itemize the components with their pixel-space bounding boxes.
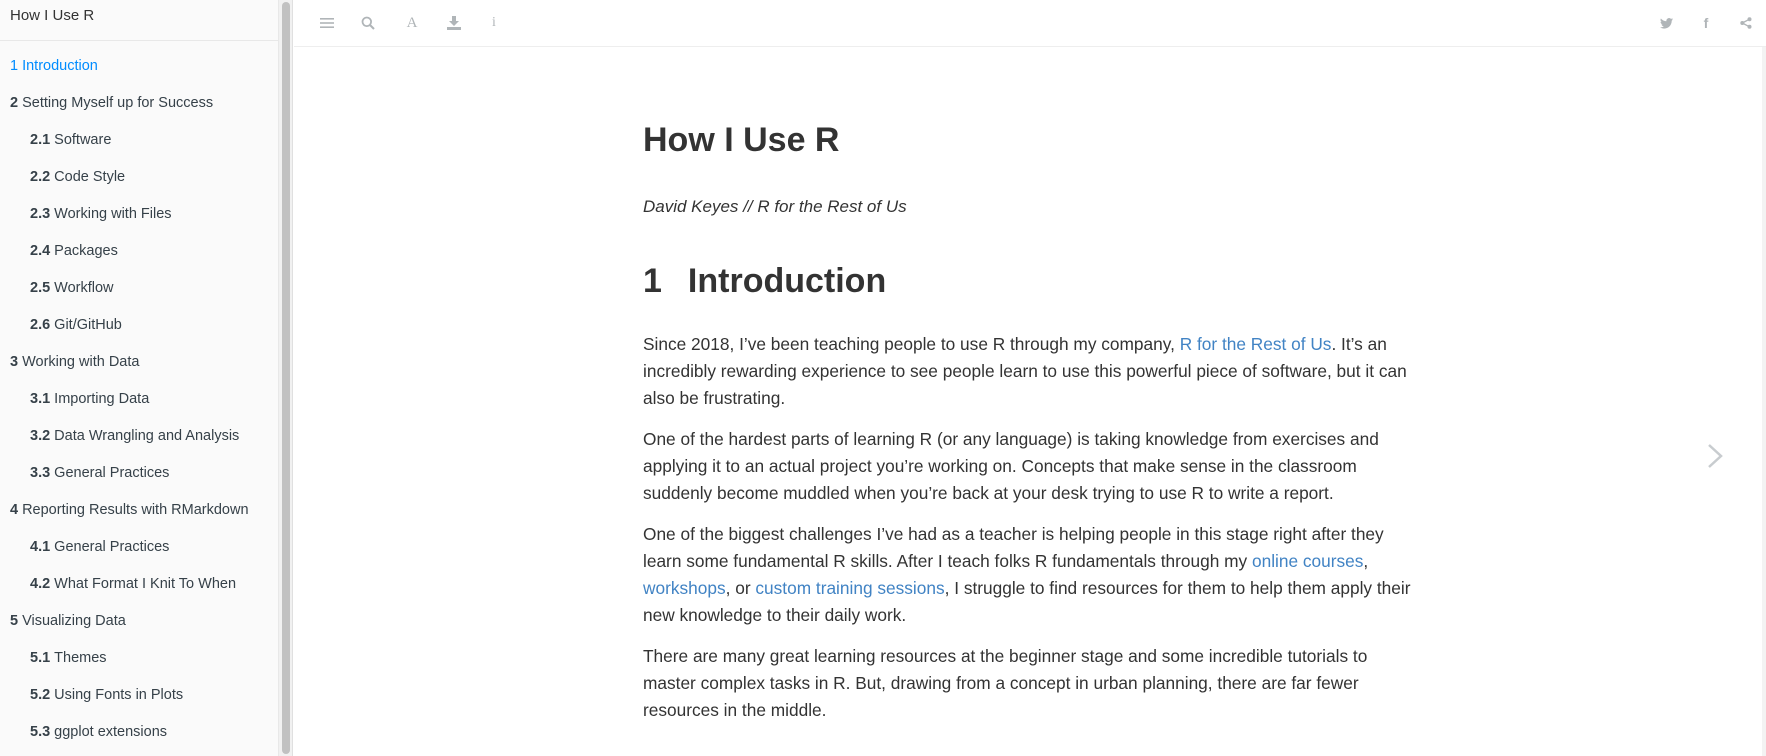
toc-item-label: Workflow	[54, 280, 114, 296]
paragraph: One of the hardest parts of learning R (or any language) is taking knowledge from exercises and applying it to an actual project you’re working on. Concepts that make sense in the classroom suddenly become muddled when you’re back at your desk trying to use R to write a report.	[643, 429, 1379, 503]
toc-item[interactable]	[0, 196, 278, 233]
sidebar	[0, 0, 279, 756]
toc-item-number: 2.4	[30, 243, 51, 259]
search-icon[interactable]	[358, 13, 378, 33]
paragraph: There are many great learning resources at the beginner stage and some incredible tutorials to master complex tasks in R. But, drawing from a concept in urban planning, there are far fewer resources in the middle.	[643, 646, 1368, 720]
toc-item[interactable]	[0, 603, 278, 640]
section-heading	[643, 260, 1423, 302]
toc-item-number: 2	[10, 95, 19, 111]
toc-item-number: 5	[10, 613, 19, 629]
toc-item-label: Using Fonts in Plots	[54, 687, 184, 703]
toc-item-label: Themes	[54, 650, 107, 666]
share-icon[interactable]	[1736, 13, 1756, 33]
toc-item-number: 4.1	[30, 539, 51, 555]
toc-item-label: Packages	[54, 243, 118, 259]
section-title: Introduction	[687, 262, 887, 300]
toc-item[interactable]	[0, 122, 278, 159]
toc-item-number: 5.3	[30, 724, 51, 740]
sidebar-scrollbar[interactable]	[279, 0, 293, 756]
page-title: How I Use R	[643, 121, 840, 159]
toc-item-number: 3.2	[30, 428, 51, 444]
author-line: David Keyes // R for the Rest of Us	[643, 197, 907, 216]
toc-item[interactable]	[0, 233, 278, 270]
toc-item-number: 5.1	[30, 650, 51, 666]
toc-item-label: Visualizing Data	[22, 613, 126, 629]
toc-item-label: Git/GitHub	[54, 317, 122, 333]
toc-item-label: Software	[54, 132, 112, 148]
download-icon[interactable]	[444, 13, 464, 33]
twitter-icon[interactable]	[1656, 13, 1676, 33]
toc-item[interactable]	[0, 344, 278, 381]
toc-item[interactable]	[0, 640, 278, 677]
paragraph	[643, 331, 1423, 412]
paragraph-text: ,	[1363, 551, 1369, 571]
toc-item-label: Reporting Results with RMarkdown	[22, 502, 249, 518]
menu-icon[interactable]	[317, 13, 337, 33]
page-content	[643, 47, 1423, 724]
toc-item[interactable]	[0, 85, 278, 122]
toc-item-label: ggplot extensions	[54, 724, 168, 740]
toc-item-number: 2.6	[30, 317, 51, 333]
toc-item[interactable]	[0, 492, 278, 529]
paragraph-text: . It’s an incredibly rewarding experience to see people learn to use this powerful piece of software, but it can also be frustrating.	[643, 334, 1407, 408]
toc-item-label: Data Wrangling and Analysis	[54, 428, 240, 444]
toc-item-number: 2.1	[30, 132, 51, 148]
online-courses-link[interactable]: online courses	[1251, 551, 1364, 571]
section-number: 1	[643, 262, 662, 300]
next-page-chevron-icon[interactable]	[1700, 436, 1730, 476]
toc-item-number: 3.3	[30, 465, 51, 481]
main-scrollbar[interactable]	[1762, 47, 1766, 756]
toc-item-label: Code Style	[54, 169, 126, 185]
paragraph-text: One of the biggest challenges I’ve had as a teacher is helping people in this stage right after they learn some fundamental R skills. After I teach folks R fundamentals through my	[643, 524, 1384, 571]
sidebar-scrollbar-thumb[interactable]	[282, 2, 290, 754]
paragraph-text: , I struggle to find resources for them to help them apply their new knowledge to their daily work.	[643, 578, 1411, 625]
toc-item-label: What Format I Knit To When	[54, 576, 237, 592]
workshops-link[interactable]: workshops	[643, 578, 726, 598]
facebook-icon[interactable]: f	[1703, 15, 1709, 31]
toc-item-label: General Practices	[54, 465, 170, 481]
toc-item-number: 3	[10, 354, 19, 370]
book-header-toolbar	[294, 0, 1766, 47]
toc-item[interactable]	[0, 455, 278, 492]
table-of-contents	[0, 41, 278, 751]
book-title[interactable]: How I Use R	[0, 0, 278, 41]
toc-item[interactable]	[0, 159, 278, 196]
toc-item-label: General Practices	[54, 539, 170, 555]
r-for-the-rest-of-us-link[interactable]: R for the Rest of Us	[1179, 334, 1332, 354]
paragraph-text: , or	[725, 578, 756, 598]
toc-item-label: Working with Data	[22, 354, 140, 370]
info-icon[interactable]: i	[492, 15, 496, 30]
toc-item[interactable]	[0, 566, 278, 603]
toc-item-label: Importing Data	[54, 391, 150, 407]
toc-item[interactable]	[0, 529, 278, 566]
toc-item-number: 2.5	[30, 280, 51, 296]
toc-item-number: 2.3	[30, 206, 51, 222]
custom-training-sessions-link[interactable]: custom training sessions	[755, 578, 945, 598]
paragraph-text: Since 2018, I’ve been teaching people to use R through my company,	[643, 334, 1180, 354]
toc-item-label: Introduction	[22, 58, 98, 74]
toc-item[interactable]	[0, 270, 278, 307]
toc-item-number: 5.2	[30, 687, 51, 703]
paragraph	[643, 521, 1423, 629]
toc-item-label: Working with Files	[54, 206, 172, 222]
toc-item[interactable]	[0, 418, 278, 455]
toc-item-number: 1	[10, 58, 19, 74]
toc-item-number: 4	[10, 502, 19, 518]
toc-item[interactable]	[0, 307, 278, 344]
toc-item[interactable]	[0, 714, 278, 751]
toc-item-number: 4.2	[30, 576, 51, 592]
toc-item-number: 2.2	[30, 169, 51, 185]
toc-item[interactable]	[0, 677, 278, 714]
toc-item-label: Setting Myself up for Success	[22, 95, 214, 111]
toc-item[interactable]	[0, 381, 278, 418]
font-icon[interactable]: A	[406, 14, 418, 31]
toc-item-number: 3.1	[30, 391, 51, 407]
toc-item[interactable]	[0, 48, 278, 85]
